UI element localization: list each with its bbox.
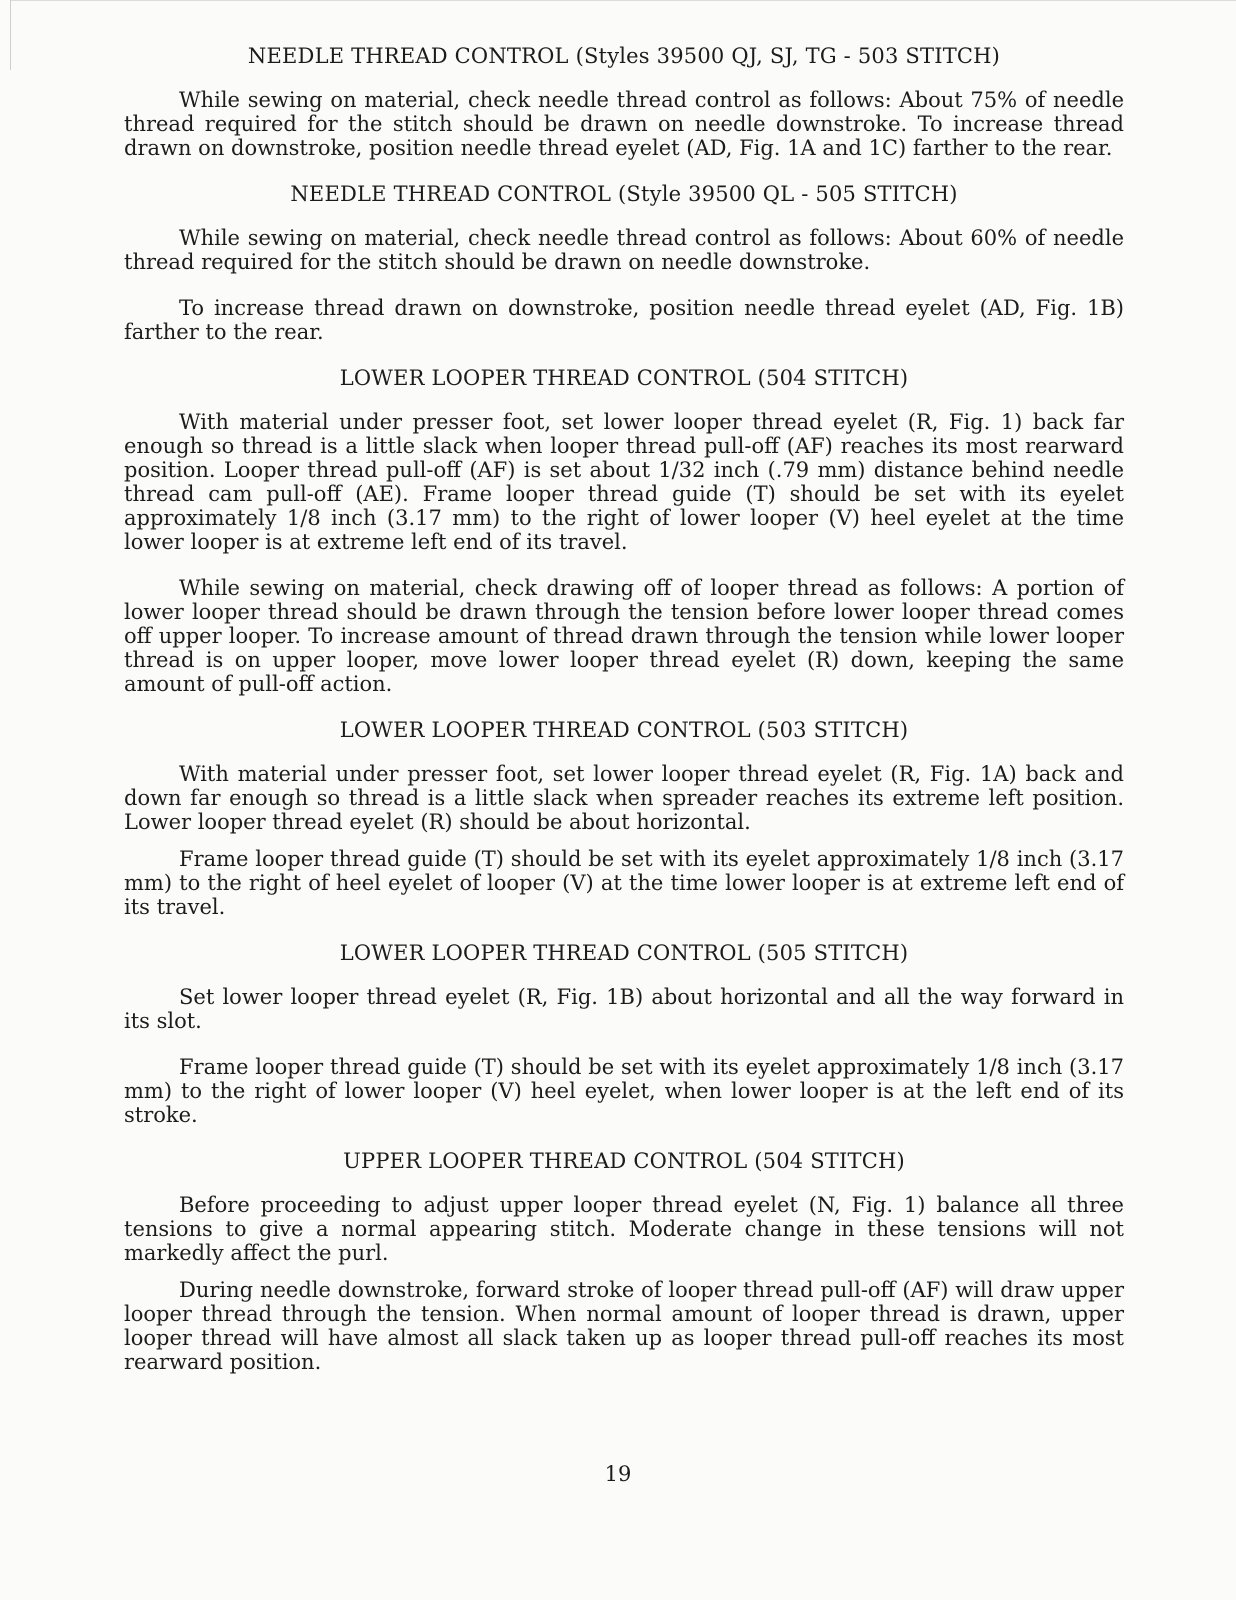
paragraph: To increase thread drawn on downstroke, position needle thread eyelet (AD, Fig. 1B) farther to the rear. [124, 296, 1124, 344]
page-number: 19 [604, 1462, 632, 1486]
paragraph: While sewing on material, check needle thread control as follows: About 75% of needle thread required for the stitch should be drawn on needle downstroke. To increase thread drawn on downstroke, position needle thread eyelet (AD, Fig. 1A and 1C) farther to the rear. [124, 88, 1124, 160]
paragraph: While sewing on material, check needle thread control as follows: About 60% of needle thread required for the stitch should be drawn on needle downstroke. [124, 226, 1124, 274]
paragraph: During needle downstroke, forward stroke of looper thread pull-off (AF) will draw upper looper thread through the tension. When normal amount of looper thread is drawn, upper looper thread will have almost all slack taken up as looper thread pull-off reaches its most rearward position. [124, 1278, 1124, 1374]
section-heading: UPPER LOOPER THREAD CONTROL (504 STITCH) [343, 1149, 905, 1173]
section-heading: NEEDLE THREAD CONTROL (Styles 39500 QJ, SJ, TG - 503 STITCH) [247, 44, 1001, 68]
paragraph: Set lower looper thread eyelet (R, Fig. 1B) about horizontal and all the way forward in its slot. [124, 985, 1124, 1033]
scan-edge [10, 0, 1236, 1]
section-heading: LOWER LOOPER THREAD CONTROL (503 STITCH) [339, 718, 909, 742]
section-heading: NEEDLE THREAD CONTROL (Style 39500 QL - 505 STITCH) [290, 182, 958, 206]
section-heading: LOWER LOOPER THREAD CONTROL (505 STITCH) [339, 941, 909, 965]
paragraph: Before proceeding to adjust upper looper thread eyelet (N, Fig. 1) balance all three tensions to give a normal appearing stitch. Moderate change in these tensions will not markedly affect the purl. [124, 1193, 1124, 1265]
scan-edge [10, 0, 11, 70]
paragraph: With material under presser foot, set lower looper thread eyelet (R, Fig. 1A) back and down far enough so thread is a little slack when spreader reaches its extreme left position. Lower looper thread eyelet (R) should be about horizontal. [124, 762, 1124, 834]
document-page [124, 44, 1124, 1396]
paragraph: While sewing on material, check drawing off of looper thread as follows: A portion of lower looper thread should be drawn through the tension before lower looper thread comes off upper looper. To increase amount of thread drawn through the tension while lower looper thread is on upper looper, move lower looper thread eyelet (R) down, keeping the same amount of pull-off action. [124, 576, 1124, 696]
paragraph: With material under presser foot, set lower looper thread eyelet (R, Fig. 1) back far enough so thread is a little slack when looper thread pull-off (AF) reaches its most rearward position. Looper thread pull-off (AF) is set about 1/32 inch (.79 mm) distance behind needle thread cam pull-off (AE). Frame looper thread guide (T) should be set with its eyelet approximately 1/8 inch (3.17 mm) to the right of lower looper (V) heel eyelet at the time lower looper is at extreme left end of its travel. [124, 410, 1124, 554]
section-heading: LOWER LOOPER THREAD CONTROL (504 STITCH) [339, 366, 909, 390]
paragraph: Frame looper thread guide (T) should be set with its eyelet approximately 1/8 inch (3.17 mm) to the right of lower looper (V) heel eyelet, when lower looper is at the left end of its stroke. [124, 1055, 1124, 1127]
paragraph: Frame looper thread guide (T) should be set with its eyelet approximately 1/8 inch (3.17 mm) to the right of heel eyelet of looper (V) at the time lower looper is at extreme left end of its travel. [124, 847, 1124, 919]
